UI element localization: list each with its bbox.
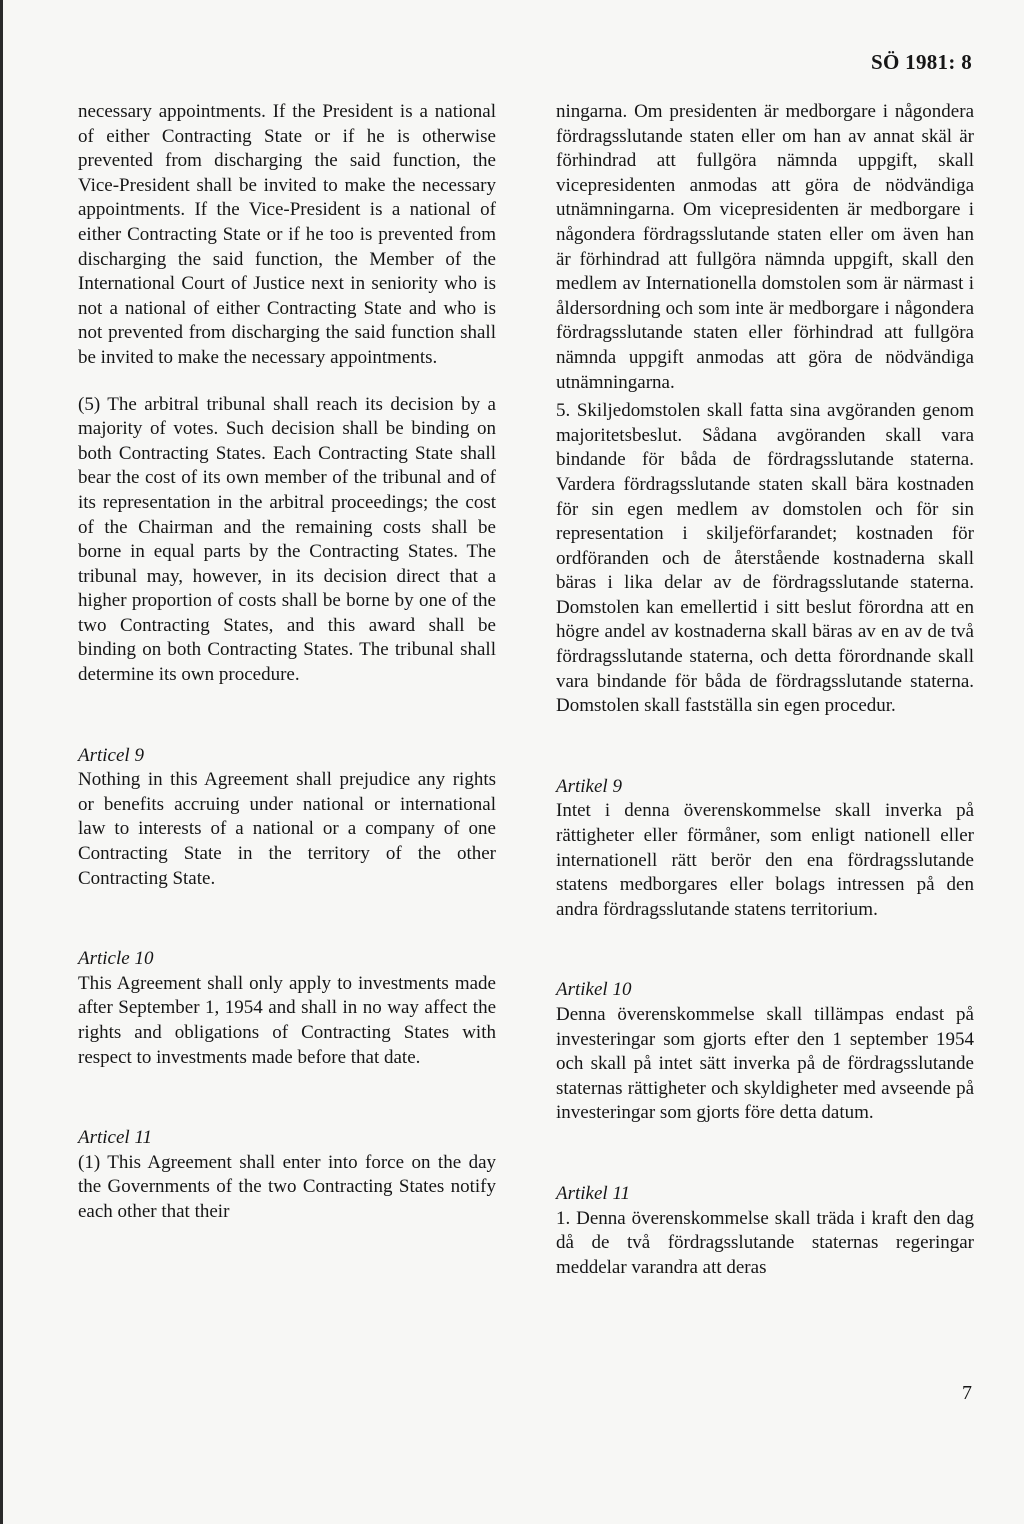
sv-article-11-text: 1. Denna överenskommelse skall träda i kraft den dag då de två fördragsslutande staternas regeringar meddelar varandra att deras xyxy=(556,1207,974,1278)
page-number: 7 xyxy=(962,1382,972,1404)
sv-article-10-heading: Artikel 10 xyxy=(556,979,632,1001)
sv-paragraph-continued: ningarna. Om presidenten är medborgare i någondera fördragsslutande staten eller om han av annat skäl är förhindrad att fullgöra nämnda uppgift, skall vicepresidenten anmodas att göra de nödvändiga utnämningarna. Om vicepresidenten är medborgare i någondera fördragsslutande staten eller om även han är förhindrad att fullgöra nämnda uppgift, skall den medlem av Internationella domstolen som är närmast i åldersordning och som inte är medborgare i någondera fördragsslutande staten eller förhindrad att fullgöra nämnda uppgift anmodas att göra de nödvändiga utnämningarna. xyxy=(556,101,974,393)
english-column xyxy=(78,100,496,1225)
document-code: SÖ 1981: 8 xyxy=(870,50,972,74)
en-paragraph-continued: necessary appointments. If the President is a national of either Contracting State or if he is otherwise prevented from discharging the said function, the Vice-President shall be invited to make the necessary appointments. If the Vice-President is a national of either Contracting State or if he too is prevented from discharging the said function, the Member of the International Court of Justice next in seniority who is not a national of either Contracting State and who is not prevented from discharging the said function shall be invited to make the necessary appointments. xyxy=(78,101,496,368)
sv-article-9-text: Intet i denna överenskommelse skall inverka på rättigheter eller förmåner, som enligt nationell eller internationell rätt berör den ena fördragsslutande statens medborgares eller bolags intressen på den andra fördragsslutande statens territorium. xyxy=(556,800,974,920)
sv-article-11-heading: Artikel 11 xyxy=(556,1182,631,1204)
sv-article-9-heading: Artikel 9 xyxy=(556,775,622,797)
en-paragraph-5: (5) The arbitral tribunal shall reach its decision by a majority of votes. Such decision shall be binding on both Contracting States. Each Contracting State shall bear the cost of its own member of the tribunal and of its representation in the arbitral proceedings; the cost of the Chairman and the remaining costs shall be borne in equal parts by the Contracting States. The tribunal may, however, in its decision direct that a higher proportion of costs shall be borne by one of the two Contracting States, and this award shall be binding on both Contracting States. The tribunal shall determine its own procedure. xyxy=(78,393,496,686)
sv-paragraph-5: 5. Skiljedomstolen skall fatta sina avgöranden genom majoritetsbeslut. Sådana avgöranden skall vara bindande för båda de fördragsslutande staterna. Vardera fördragsslutande staten skall bära kostnaden för sin egen medlem av domstolen och för sin representation i skiljeförfarandet; kostnaden för ordföranden och de återstående kostnaderna skall bäras i lika delar av de fördragsslutande staterna. Domstolen kan emellertid i sitt beslut förordna att en högre andel av kostnaderna skall bäras av en av de två fördragsslutande staterna, och detta förordnande skall vara bindande för båda de fördragsslutande staterna. Domstolen skall fastställa sin egen procedur. xyxy=(556,400,974,717)
en-article-11-text: (1) This Agreement shall enter into force on the day the Governments of the two Contracting States notify each other that their xyxy=(78,1151,496,1222)
en-article-9-text: Nothing in this Agreement shall prejudice any rights or benefits accruing under national or international law to interests of a national or a company of one Contracting State in the territory of the other Contracting State. xyxy=(78,769,496,889)
swedish-column xyxy=(556,100,974,1280)
en-article-9-heading: Articel 9 xyxy=(78,744,144,766)
sv-article-10-text: Denna överenskommelse skall tillämpas endast på investeringar som gjorts efter den 1 september 1954 och skall på intet sätt inverka på de fördragsslutande staternas rättigheter och skyldigheter med avseende på investeringar som gjorts före detta datum. xyxy=(556,1004,974,1124)
en-article-11-heading: Articel 11 xyxy=(78,1127,153,1149)
en-article-10-heading: Article 10 xyxy=(78,948,154,970)
scan-edge xyxy=(0,0,3,1524)
en-article-10-text: This Agreement shall only apply to investments made after September 1, 1954 and shall in no way affect the rights and obligations of Contracting States with respect to investments made before that date. xyxy=(78,972,496,1068)
